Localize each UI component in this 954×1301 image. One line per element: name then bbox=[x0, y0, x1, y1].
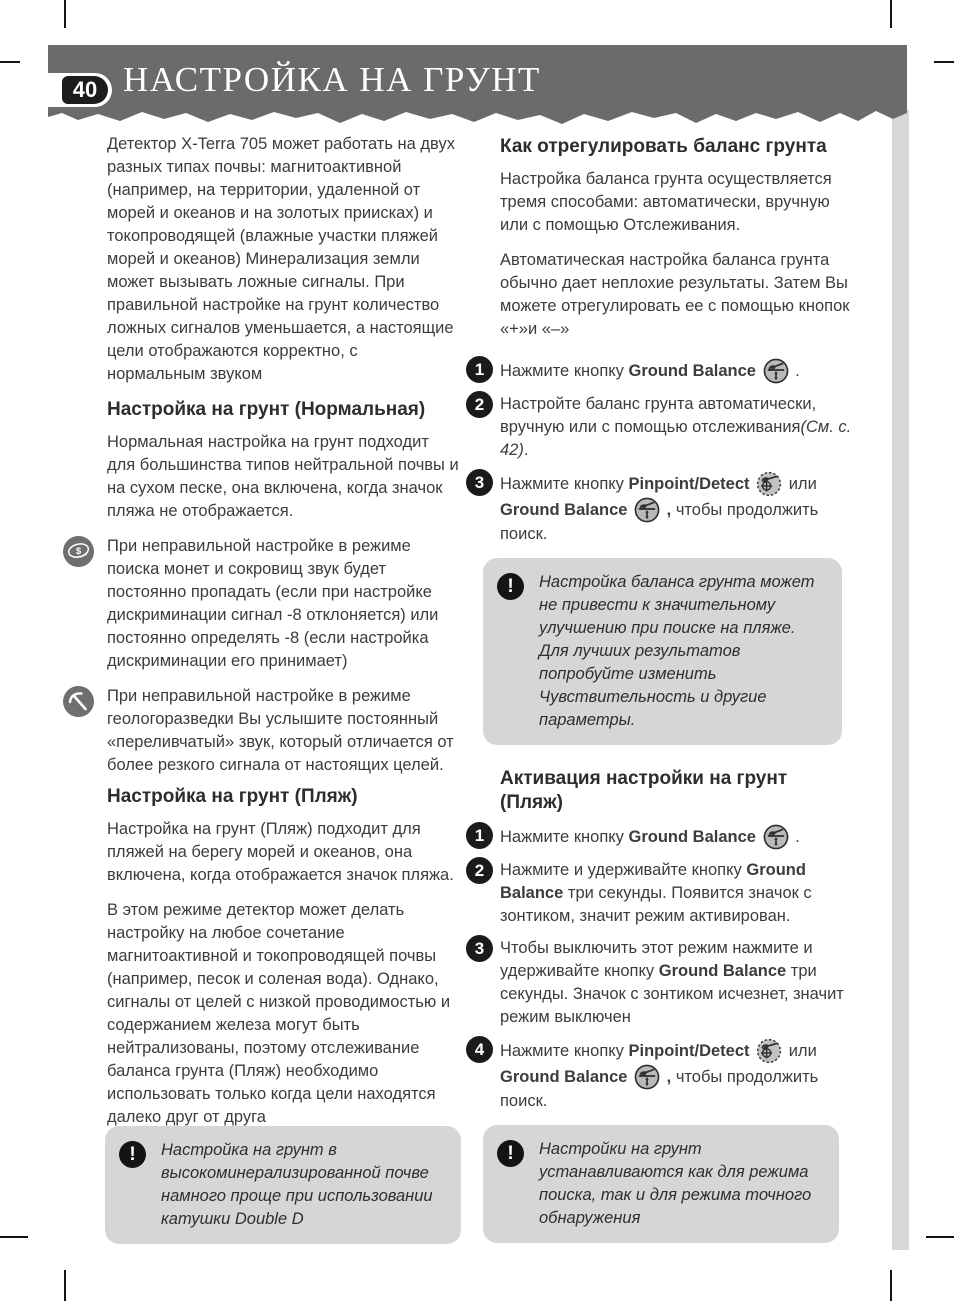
paragraph: Автоматическая настройка баланса грунта обычно дает неплохие результаты. Затем Вы можете отрегулировать ее с помощью кнопок «+»и «–» bbox=[500, 251, 850, 338]
exclamation-icon: ! bbox=[119, 1141, 146, 1168]
section-heading-adjust: Как отрегулировать баланс грунта bbox=[500, 136, 827, 157]
step-text: Нажмите кнопку Pinpoint/Detect или Ground Balance , чтобы продолжить поиск. bbox=[500, 1038, 852, 1113]
paragraph: Настройка баланса грунта осуществляется тремя способами: автоматически, вручную или с помощью Отслеживания. bbox=[500, 170, 832, 234]
ground-balance-icon bbox=[763, 824, 789, 850]
coin-note-paragraph: При неправильной настройке в режиме поиска монет и сокровищ звук будет постоянно пропадать (если при настройке дискриминации сигнал -8 отклоняется) или постоянно определять -8 (если настройка дискриминации его принимает) bbox=[107, 537, 439, 670]
exclamation-icon: ! bbox=[497, 573, 524, 600]
crop-mark bbox=[64, 1270, 66, 1301]
step-item bbox=[466, 471, 852, 546]
exclamation-icon: ! bbox=[497, 1140, 524, 1167]
crop-mark bbox=[64, 0, 66, 28]
right-column bbox=[474, 133, 852, 1122]
right-margin-strip bbox=[892, 110, 909, 1250]
note-text: Настройки на грунт устанавливаются как для режима поиска, так и для режима точного обнаружения bbox=[539, 1140, 812, 1227]
step-text: Нажмите кнопку Pinpoint/Detect или Ground Balance , чтобы продолжить поиск. bbox=[500, 471, 852, 546]
crop-mark bbox=[934, 61, 954, 63]
left-column bbox=[75, 133, 459, 1141]
note-text: Настройка на грунт в высокоминерализированной почве намного проще при использовании катушки Double D bbox=[161, 1141, 433, 1228]
note-text: Настройка баланса грунта может не привести к значительному улучшению при поиске на пляже. Для лучших результатов попробуйте изменить Чувствительность и другие параметры. bbox=[539, 573, 815, 729]
torn-edge bbox=[48, 108, 907, 126]
note-box bbox=[483, 1125, 839, 1243]
step-text: Нажмите кнопку Ground Balance . bbox=[500, 824, 800, 850]
step-number-badge: 3 bbox=[466, 935, 493, 962]
note-box bbox=[105, 1126, 461, 1244]
crop-mark bbox=[0, 1236, 28, 1238]
page-number-badge bbox=[48, 73, 112, 107]
ground-balance-icon bbox=[634, 497, 660, 523]
step-item bbox=[466, 1038, 852, 1113]
step-number-badge: 3 bbox=[466, 469, 493, 496]
step-item bbox=[466, 358, 852, 384]
paragraph: Нормальная настройка на грунт подходит для большинства типов нейтральной почвы и на сухом песке, она включена, когда значок пляжа не отображается. bbox=[107, 433, 459, 520]
pinpoint-detect-icon bbox=[756, 1038, 782, 1064]
section-heading-normal: Настройка на грунт (Нормальная) bbox=[107, 399, 426, 420]
crop-mark bbox=[0, 61, 20, 63]
steps-adjust bbox=[474, 358, 852, 546]
coin-icon bbox=[62, 535, 95, 568]
step-number-badge: 4 bbox=[466, 1036, 493, 1063]
steps-activation bbox=[474, 824, 852, 1113]
page-number: 40 bbox=[62, 76, 108, 104]
step-text: Нажмите кнопку Ground Balance . bbox=[500, 358, 800, 384]
step-number-badge: 2 bbox=[466, 857, 493, 884]
pickaxe-note-paragraph: При неправильной настройке в режиме геологоразведки Вы услышите постоянный «переливчатый» звук, который отличается от более резкого сигнала от настоящих целей. bbox=[107, 687, 454, 774]
step-number-badge: 1 bbox=[466, 822, 493, 849]
step-item bbox=[466, 937, 852, 1029]
step-item bbox=[466, 824, 852, 850]
step-item bbox=[466, 859, 852, 928]
step-number-badge: 2 bbox=[466, 391, 493, 418]
note-box bbox=[483, 558, 842, 745]
section-heading-activation: Активация настройки на грунт (Пляж) bbox=[500, 768, 788, 813]
paragraph: В этом режиме детектор может делать настройку на любое сочетание магнитоактивной и токопроводящей почвы (например, песок и соленая вода). Однако, сигналы от целей с низкой проводимостью и содержанием железа могут быть нейтрализованы, поэтому отслеживание баланса грунта (Пляж) необходимо использовать только когда цели находятся далеко друг от друга bbox=[107, 901, 451, 1126]
pickaxe-icon bbox=[62, 685, 95, 718]
ground-balance-icon bbox=[763, 358, 789, 384]
step-number-badge: 1 bbox=[466, 356, 493, 383]
paragraph: Настройка на грунт (Пляж) подходит для пляжей на берегу морей и океанов, она включена, когда отображается значок пляжа. bbox=[107, 820, 454, 884]
ground-balance-icon bbox=[634, 1064, 660, 1090]
step-text: Нажмите и удерживайте кнопку Ground Balance три секунды. Появится значок с зонтиком, значит режим активирован. bbox=[500, 861, 812, 925]
step-text: Настройте баланс грунта автоматически, вручную или с помощью отслеживания(См. с. 42). bbox=[500, 395, 852, 459]
crop-mark bbox=[890, 1270, 892, 1301]
intro-paragraph: Детектор X-Terra 705 может работать на двух разных типах почвы: магнитоактивной (например, на территории, удаленной от морей и океанов и на золотых приисках) и токопроводящей (влажные участки пляжей морей и океанов) Минерализация земли может вызывать ложные сигналы. При правильной настройке на грунт количество ложных сигналов уменьшается, а настоящие цели отображаются корректно, с нормальным звуком bbox=[107, 135, 455, 383]
step-item bbox=[466, 393, 852, 462]
crop-mark bbox=[926, 1236, 954, 1238]
svg-text:$: $ bbox=[75, 546, 82, 557]
section-heading-beach: Настройка на грунт (Пляж) bbox=[107, 786, 358, 807]
pinpoint-detect-icon bbox=[756, 471, 782, 497]
step-text: Чтобы выключить этот режим нажмите и удерживайте кнопку Ground Balance три секунды. Значок с зонтиком исчезнет, значит режим выключен bbox=[500, 939, 844, 1026]
page-title: НАСТРОЙКА НА ГРУНТ bbox=[123, 60, 541, 99]
crop-mark bbox=[890, 0, 892, 28]
